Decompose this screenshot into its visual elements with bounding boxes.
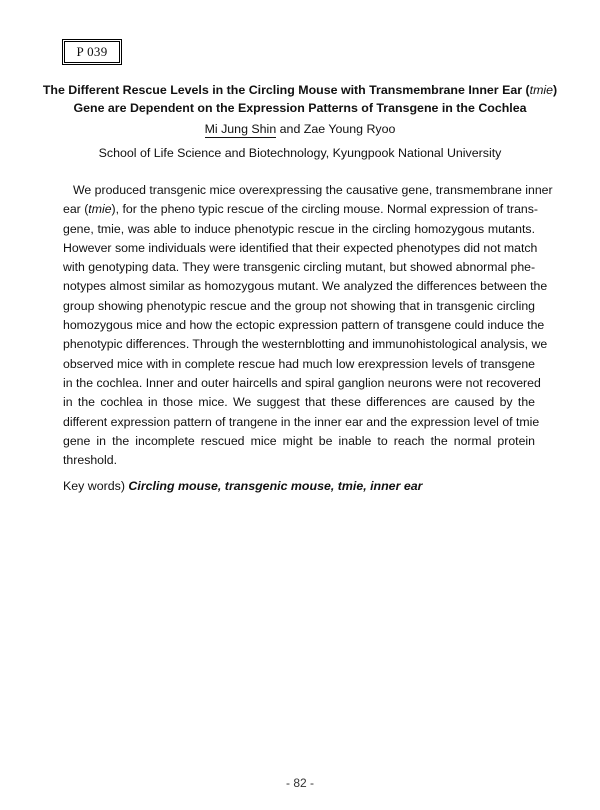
- keywords-label: Key words): [63, 479, 129, 493]
- author-connector: and: [276, 122, 304, 136]
- abstract-line: homozygous mice and how the ectopic expression pattern of transgene could induce the: [63, 318, 545, 333]
- page-number: - 82 -: [285, 776, 314, 790]
- abstract-line: notypes almost similar as homozygous mutant. We analyzed the differences between the: [63, 279, 548, 294]
- title-line-1: [40, 81, 560, 99]
- title-line-1-text: The Different Rescue Levels in the Circling Mouse with Transmembrane Inner Ear (: [42, 83, 530, 97]
- title-line-1-close: ): [553, 83, 558, 97]
- abstract-line: with genotyping data. They were transgenic circling mutant, but showed abnormal phe-: [63, 260, 536, 275]
- abstract-line-2-rest: ), for the pheno typic rescue of the circling mouse. Normal expression of trans-: [111, 202, 539, 217]
- keywords-list: Circling mouse, transgenic mouse, tmie, inner ear: [128, 479, 423, 493]
- abstract-line: phenotypic differences. Through the westernblotting and immunohistological analysis, we: [63, 337, 548, 352]
- abstract-gene-name: tmie: [88, 202, 112, 217]
- abstract-line: observed mice with in complete rescue had much low erexpression levels of transgene: [63, 356, 535, 371]
- abstract-line: group showing phenotypic rescue and the group not showing that in transgenic circling: [63, 298, 535, 313]
- abstract-line: different expression pattern of trangene in the inner ear and the expression level of tmie: [63, 414, 540, 429]
- poster-id-box: P 039: [64, 41, 120, 63]
- abstract-line: However some individuals were identified that their expected phenotypes did not match: [63, 240, 538, 255]
- keywords: [63, 477, 535, 495]
- presenting-author: Mi Jung Shin: [204, 122, 277, 136]
- paper-title: [40, 81, 560, 117]
- abstract-line-2-start: ear (: [63, 202, 89, 217]
- abstract-line: gene in the incomplete rescued mice might be inable to reach the normal protein: [63, 433, 535, 448]
- author-list: [40, 120, 560, 138]
- abstract-line: in the cochlea in those mice. We suggest that these differences are caused by the: [63, 395, 535, 410]
- abstract-line: [63, 200, 539, 219]
- abstract-body: [63, 181, 553, 470]
- affiliation: School of Life Science and Biotechnology, Kyungpook National University: [98, 146, 502, 160]
- abstract-line: in the cochlea. Inner and outer haircells and spiral ganglion neurons were not recovered: [63, 375, 541, 390]
- title-gene-name: tmie: [529, 83, 554, 97]
- title-line-2: Gene are Dependent on the Expression Patterns of Transgene in the Cochlea: [73, 101, 527, 115]
- abstract-line: threshold.: [63, 453, 118, 468]
- abstract-line: gene, tmie, was able to induce phenotypic rescue in the circling homozygous mutants.: [63, 221, 535, 236]
- co-author: Zae Young Ryoo: [303, 122, 396, 136]
- abstract-line: We produced transgenic mice overexpressing the causative gene, transmembrane inner: [73, 183, 553, 197]
